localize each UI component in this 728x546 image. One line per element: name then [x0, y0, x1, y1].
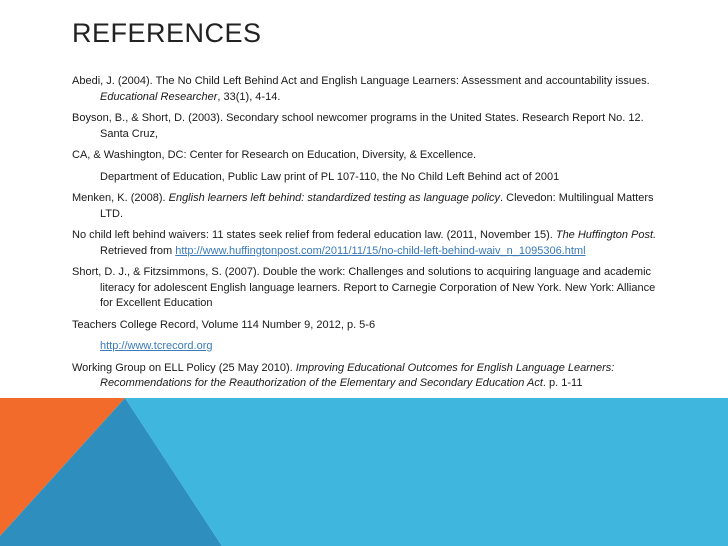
slide-title: REFERENCES: [72, 18, 262, 48]
reference-boyson-continued: [72, 148, 662, 164]
ref-text: Working Group on ELL Policy (25 May 2010).: [72, 361, 296, 374]
ref-text: . Clevedon: Multilingual Matters LTD.: [100, 192, 654, 220]
ref-publication: The Huffington Post.: [555, 229, 657, 241]
decor-sky-shape: [125, 398, 728, 546]
ref-text: CA, & Washington, DC: Center for Research on Education, Diversity, & Excellence.: [72, 149, 477, 161]
reference-huffington: [72, 228, 662, 259]
reference-list: [72, 74, 662, 398]
reference-tcr-link: [72, 339, 662, 355]
reference-tcr: [72, 318, 662, 334]
ref-text: Abedi, J. (2004). The No Child Left Behind Act and English Language Learners: Assessment and accountability issues.: [72, 75, 650, 87]
reference-dept-education: [72, 170, 662, 186]
ref-report-title: Improving Educational Outcomes for English Language Learners: Recommendations for the Reauthorization of the Elementary and Secondary Education Act: [100, 361, 615, 389]
reference-menken: [72, 191, 662, 222]
ref-text: Department of Education, Public Law print of PL 107-110, the No Child Left Behind act of 2001: [100, 170, 560, 183]
ref-text: No child left behind waivers: 11 states seek relief from federal education law. (2011, November 15).: [72, 229, 556, 241]
ref-text: Retrieved from: [100, 244, 176, 257]
ref-text: Short, D. J., & Fitzsimmons, S. (2007). Double the work: Challenges and solutions to acquiring language and academic literacy for adolescent English language learners. Report to Carnegie Corporation of New York. New York: Alliance for Excellent Education: [72, 266, 656, 309]
ref-text: Menken, K. (2008).: [72, 192, 169, 204]
huffington-link[interactable]: http://www.huffingtonpost.com/2011/11/15/no-child-left-behind-waiv_n_1095306.html: [175, 244, 586, 257]
reference-abedi: [72, 74, 662, 105]
ref-text: . p. 1-11: [542, 377, 583, 389]
ref-text: Boyson, B., & Short, D. (2003). Secondary school newcomer programs in the United States. Research Report No. 12. Santa Cruz,: [72, 112, 644, 140]
ref-journal: Educational Researcher: [100, 90, 218, 103]
ref-book-title: English learners left behind: standardized testing as language policy: [168, 192, 501, 204]
ref-text: , 33(1), 4-14.: [217, 90, 281, 103]
tcrecord-link[interactable]: http://www.tcrecord.org: [100, 340, 213, 352]
ref-text: Teachers College Record, Volume 114 Number 9, 2012, p. 5-6: [72, 318, 376, 331]
reference-boyson: [72, 111, 662, 142]
reference-working-group: [72, 361, 662, 392]
reference-short: [72, 265, 662, 312]
